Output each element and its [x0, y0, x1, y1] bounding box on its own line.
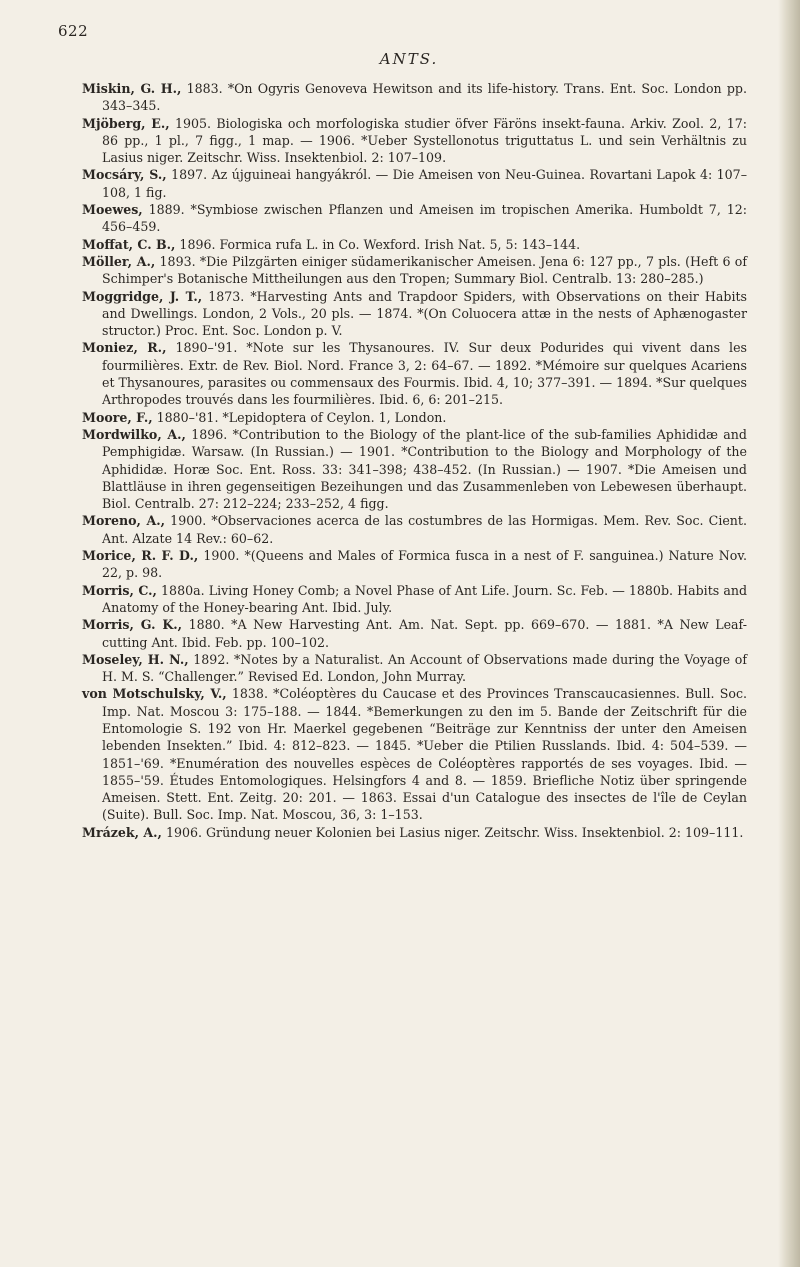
entry-citation: 1890–'91. *Note sur les Thysanoures. IV. Sur deux Podurides qui vivent dans les fourmilières. Extr. de Rev. Biol. Nord. France 3, 2: 64–67. — 1892. *Mémoire sur quelques Acariens et Thysanoures, parasites ou commensaux des Fourmis. Ibid. 4, 10; 377–391. — 1894. *Sur quelques Arthropodes trouvés dans les fourmilières. Ibid. 6, 6: 201–215.: [102, 340, 747, 408]
entry-citation: 1873. *Harvesting Ants and Trapdoor Spiders, with Observations on their Habits and Dwellings. London, 2 Vols., 20 pls. — 1874. *(On Coluocera attæ in the nests of Aphænogaster structor.) Proc. Ent. Soc. London p. V.: [102, 288, 747, 339]
entry-citation: 1906. Gründung neuer Kolonien bei Lasius niger. Zeitschr. Wiss. Insektenbiol. 2: 109–111.: [161, 824, 744, 840]
entry-author: Mrázek, A.,: [82, 824, 162, 840]
entry-author: Möller, A.,: [82, 253, 156, 269]
entry-author: Moewes,: [82, 202, 143, 218]
page-header: [58, 22, 760, 68]
entry-citation: 1880a. Living Honey Comb; a Novel Phase of Ant Life. Journ. Sc. Feb. — 1880b. Habits and Anatomy of the Honey-bearing Ant. Ibid. July.: [102, 582, 748, 615]
bibliography-list: [82, 80, 747, 841]
bibliography-entry: [82, 115, 747, 167]
page-edge-shadow: [778, 0, 800, 1267]
bibliography-entry: [82, 201, 747, 236]
entry-citation: 1896. *Contribution to the Biology of the plant-lice of the sub-families Aphididæ and Pemphigidæ. Warsaw. (In Russian.) — 1901. *Contribution to the Biology and Morphology of the Aphididæ. Horæ Soc. Ent. Ross. 33: 341–398; 438–452. (In Russian.) — 1907. *Die Ameisen und Blattläuse in ihren gegenseitigen Bezeihungen und das Zusammenleben von Lebewesen überhaupt. Biol. Centralb. 27: 212–224; 233–252, 4 figg.: [102, 426, 747, 512]
bibliography-entry: [82, 512, 747, 547]
entry-citation: 1883. *On Ogyris Genoveva Hewitson and its life-history. Trans. Ent. Soc. London pp. 343–345.: [102, 81, 747, 114]
entry-author: Morris, G. K.,: [82, 617, 183, 633]
bibliography-entry: [82, 339, 747, 408]
bibliography-entry: [82, 253, 747, 288]
entry-citation: 1897. Az újguineai hangyákról. — Die Ameisen von Neu-Guinea. Rovartani Lapok 4: 107–108, 1 fig.: [102, 167, 747, 200]
entry-author: Moreno, A.,: [82, 513, 166, 529]
bibliography-entry: [82, 685, 747, 823]
entry-author: Moseley, H. N.,: [82, 651, 189, 667]
bibliography-entry: [82, 236, 747, 253]
bibliography-entry: [82, 651, 747, 686]
entry-citation: 1838. *Coléoptères du Caucase et des Provinces Transcaucasiennes. Bull. Soc. Imp. Nat. Moscou 3: 175–188. — 1844. *Bemerkungen zu den im 5. Bande der Zeitschrift für die Entomologie S. 192 von Hr. Maerkel gegebenen “Beiträge zur Kenntniss der unter den Ameisen lebenden Insekten.” Ibid. 4: 812–823. — 1845. *Ueber die Ptilien Russlands. Ibid. 4: 504–539. — 1851–'69. *Enumération des nouvelles espèces de Coléoptères rapportés de ses voyages. Ibid. — 1855–'59. Études Entomologiques. Helsingfors 4 and 8. — 1859. Briefliche Notiz über springende Ameisen. Stett. Ent. Zeitg. 20: 201. — 1863. Essai d'un Catalogue des insectes de l'île de Ceylan (Suite). Bull. Soc. Imp. Nat. Moscou, 36, 3: 1–153.: [102, 686, 747, 823]
entry-citation: 1893. *Die Pilzgärten einiger südamerikanischer Ameisen. Jena 6: 127 pp., 7 pls. (Heft 6 of Schimper's Botanische Mittheilungen aus den Tropen; Summary Biol. Centralb. 13: 280–285.): [102, 253, 748, 287]
entry-author: Moggridge, J. T.,: [82, 288, 203, 304]
entry-author: Mjöberg, E.,: [82, 115, 170, 131]
entry-author: Moore, F.,: [82, 409, 153, 425]
entry-author: Miskin, G. H.,: [82, 81, 182, 96]
entry-citation: 1880–'81. *Lepidoptera of Ceylon. 1, London.: [152, 409, 447, 425]
bibliography-entry: [82, 409, 747, 426]
bibliography-entry: [82, 824, 747, 841]
entry-citation: 1892. *Notes by a Naturalist. An Account of Observations made during the Voyage of H. M. S. “Challenger.” Revised Ed. London, John Murray.: [102, 651, 748, 685]
bibliography-entry: [82, 616, 747, 651]
bibliography-entry: [82, 288, 747, 340]
entry-author: Moniez, R.,: [82, 340, 167, 356]
entry-author: Moffat, C. B.,: [82, 236, 176, 252]
entry-citation: 1880. *A New Harvesting Ant. Am. Nat. Sept. pp. 669–670. — 1881. *A New Leaf-cutting Ant. Ibid. Feb. pp. 100–102.: [102, 617, 747, 650]
entry-citation: 1889. *Symbiose zwischen Pflanzen und Ameisen im tropischen Amerika. Humboldt 7, 12: 456–459.: [102, 202, 747, 235]
entry-citation: 1905. Biologiska och morfologiska studier öfver Färöns insekt-fauna. Arkiv. Zool. 2, 17: 86 pp., 1 pl., 7 figg., 1 map. — 1906. *Ueber Systellonotus triguttatus L. und sein Verhältnis zu Lasius niger. Zeitschr. Wiss. Insektenbiol. 2: 107–109.: [102, 115, 747, 166]
entry-author: von Motschulsky, V.,: [82, 686, 227, 702]
entry-author: Morris, C.,: [82, 582, 157, 598]
entry-citation: 1900. *(Queens and Males of Formica fusca in a nest of F. sanguinea.) Nature Nov. 22, p. 98.: [102, 548, 747, 581]
entry-author: Mordwilko, A.,: [82, 426, 186, 442]
bibliography-entry: [82, 547, 747, 582]
entry-author: Morice, R. F. D.,: [82, 548, 199, 564]
bibliography-entry: [82, 582, 747, 617]
entry-author: Mocsáry, S.,: [82, 167, 167, 183]
bibliography-entry: [82, 166, 747, 201]
entry-citation: 1896. Formica rufa L. in Co. Wexford. Irish Nat. 5, 5: 143–144.: [175, 236, 581, 252]
running-title: ANTS.: [379, 50, 439, 68]
page-number: 622: [58, 22, 89, 40]
entry-citation: 1900. *Observaciones acerca de las costumbres de las Hormigas. Mem. Rev. Soc. Cient. Ant. Alzate 14 Rev.: 60–62.: [102, 513, 747, 546]
bibliography-entry: [82, 80, 747, 115]
bibliography-entry: [82, 426, 747, 512]
